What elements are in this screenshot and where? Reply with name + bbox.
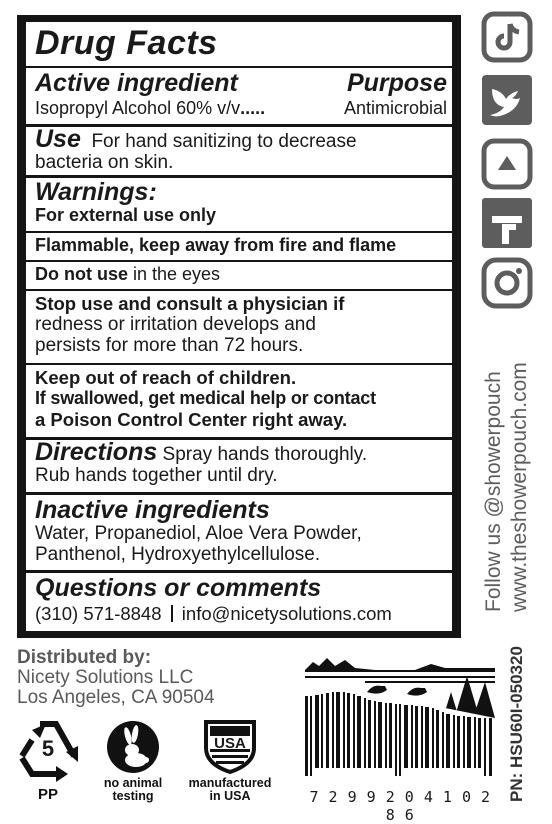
use-heading: Use xyxy=(35,125,81,153)
active-ingredient-value: Isopropyl Alcohol 60% v/v xyxy=(35,98,241,118)
divider xyxy=(26,492,452,495)
phone-number[interactable]: (310) 571-8848 xyxy=(35,603,162,624)
part-number: PN: HSU60I-050320 xyxy=(507,646,526,802)
barcode xyxy=(305,648,495,824)
barcode-scene-icon xyxy=(305,648,495,788)
divider xyxy=(26,363,452,365)
stop-use-line3: persists for more than 72 hours. xyxy=(35,335,304,356)
website-link[interactable]: www.theshowerpouch.com xyxy=(508,362,531,612)
warnings-heading: Warnings: xyxy=(35,178,157,206)
divider xyxy=(26,66,452,68)
use-line1: For hand sanitizing to decrease xyxy=(91,131,357,152)
bunny-icon xyxy=(106,720,160,774)
usa-text: USA xyxy=(214,735,246,752)
swallow-line2: a Poison Control Center right away. xyxy=(35,409,348,430)
do-not-use-label: Do not use xyxy=(35,264,128,284)
directions-line1: Spray hands thoroughly. xyxy=(162,444,368,465)
divider xyxy=(26,231,452,233)
stop-use-block xyxy=(26,293,452,356)
bunny-badge xyxy=(106,720,160,774)
divider xyxy=(26,570,452,573)
purpose-heading: Purpose xyxy=(346,69,447,97)
inactive-ingredients-section xyxy=(26,498,452,565)
recycle-badge xyxy=(12,716,84,782)
divider xyxy=(26,289,452,291)
purpose-value: Antimicrobial xyxy=(343,98,447,118)
stop-use-line2: redness or irritation develops and xyxy=(35,314,316,335)
flammable-warning: Flammable, keep away from fire and flame xyxy=(35,235,397,255)
drug-facts-panel xyxy=(17,15,461,638)
stop-use-heading: Stop use and consult a physician if xyxy=(35,293,345,314)
drug-facts-inner xyxy=(26,22,452,631)
no-animal-testing-label xyxy=(94,777,172,803)
distributor-heading: Distributed by: xyxy=(17,647,152,668)
distributor-city: Los Angeles, CA 90504 xyxy=(17,687,215,708)
active-ingredient-heading: Active ingredient xyxy=(35,69,238,97)
leader-dots: ..... xyxy=(240,98,266,118)
bird-icon[interactable] xyxy=(480,73,534,127)
recycle-code: PP xyxy=(37,786,58,803)
inactive-line2: Panthenol, Hydroxyethylcellulose. xyxy=(35,544,321,565)
divider xyxy=(26,124,452,127)
use-section xyxy=(26,125,452,173)
usa-badge xyxy=(202,718,258,774)
directions-line2: Rub hands together until dry. xyxy=(35,465,278,486)
external-use-text: For external use only xyxy=(35,205,217,225)
inactive-line1: Water, Propanediol, Aloe Vera Powder, xyxy=(35,523,362,544)
recycle-number: 5 xyxy=(41,736,55,761)
youtube-icon[interactable] xyxy=(480,137,534,191)
drug-facts-title: Drug Facts xyxy=(35,24,218,62)
keep-out-text: Keep out of reach of children. xyxy=(35,367,297,388)
distributor-name: Nicety Solutions LLC xyxy=(17,667,194,688)
directions-heading: Directions xyxy=(35,438,158,466)
usa-line2: in USA xyxy=(209,789,251,803)
use-line2: bacteria on skin. xyxy=(35,152,174,173)
facebook-icon[interactable] xyxy=(480,196,534,250)
keep-out-block xyxy=(26,367,452,430)
inactive-heading: Inactive ingredients xyxy=(35,496,270,524)
follow-us-text: Follow us @showerpouch xyxy=(482,371,505,612)
no-animal-line2: testing xyxy=(112,789,154,803)
do-not-use-text: in the eyes xyxy=(128,264,221,284)
email-address[interactable]: info@nicetysolutions.com xyxy=(181,603,392,624)
questions-heading: Questions or comments xyxy=(35,574,322,602)
tiktok-icon[interactable] xyxy=(480,10,534,64)
divider xyxy=(26,260,452,262)
warnings-section xyxy=(26,180,452,226)
active-ingredient-section xyxy=(26,70,452,119)
made-in-usa-label xyxy=(178,777,282,803)
separator-bar xyxy=(171,605,173,622)
no-animal-line1: no animal xyxy=(103,776,163,790)
instagram-icon[interactable] xyxy=(480,256,534,310)
directions-section xyxy=(26,438,452,486)
distributor-block xyxy=(17,648,215,708)
barcode-digits: 7 2 9 9 2 0 4 1 0 2 8 6 xyxy=(309,788,491,824)
swallow-line1: If swallowed, get medical help or contact xyxy=(35,388,376,408)
questions-section xyxy=(26,576,452,624)
usa-line1: manufactured xyxy=(188,776,272,790)
